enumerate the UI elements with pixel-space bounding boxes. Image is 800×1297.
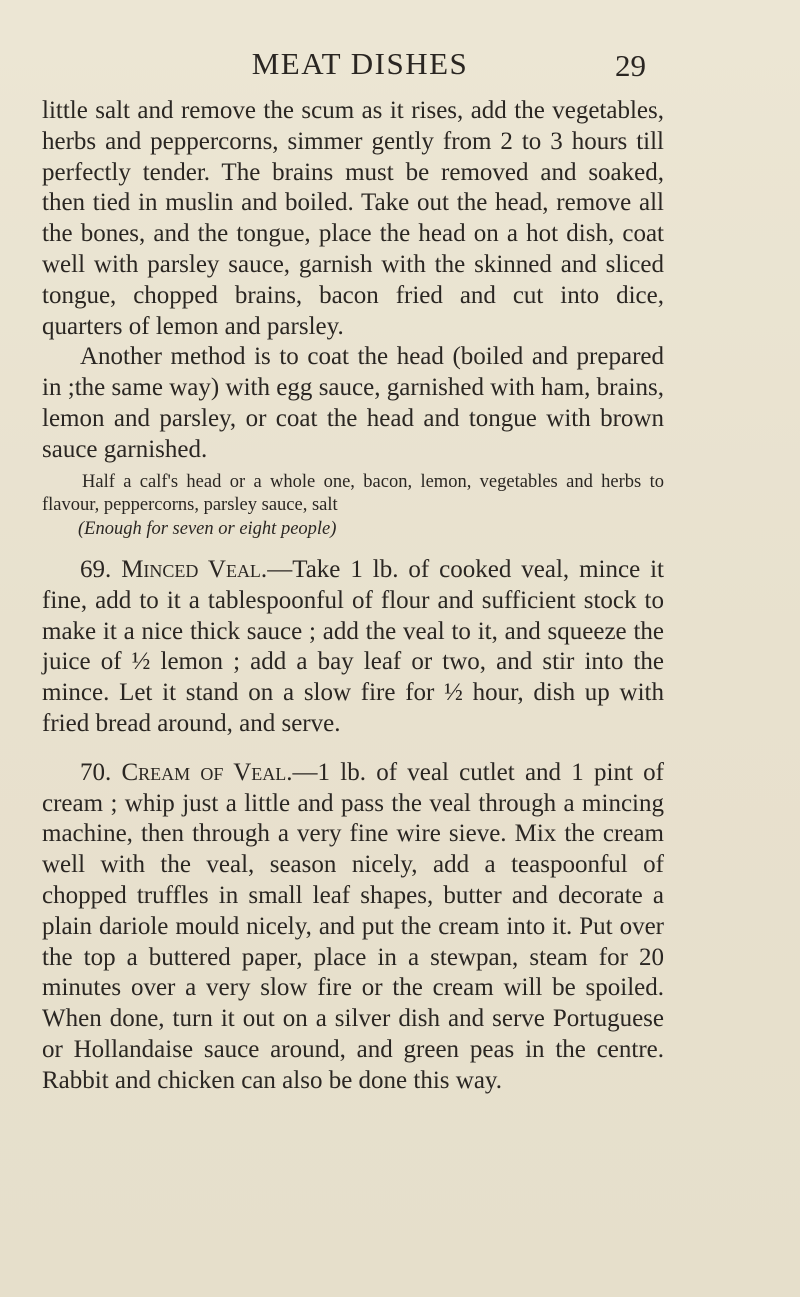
recipe-text: —1 lb. of veal cutlet and 1 pint of cream ; whip just a little and pass the veal through a mincing machine, then through a very fine wire sieve. Mix the cream well with the veal, season nicely, add a teaspoonful of chopped truffles in small leaf shapes, butter and decorate a plain dariole mould nicely, and put the cream into it. Put over the top a buttered paper, place in a stewpan, steam for 20 minutes over a very slow fire or the cream will be spoiled. When done, turn it out on a silver dish and serve Portuguese or Hollandaise sauce around, and green peas in the centre. Rabbit and chicken can also be done this way. (42, 758, 664, 1094)
running-head-title: MEAT DISHES (251, 46, 469, 81)
recipe-cream-of-veal (42, 758, 664, 1097)
page-number: 29 (615, 48, 646, 83)
continued-paragraph: little salt and remove the scum as it rises, add the vegetables, herbs and peppercorns, simmer gently from 2 to 3 hours till perfectly tender. The brains must be removed and soaked, then tied in muslin and boiled. Take out the head, remove all the bones, and the tongue, place the head on a hot dish, coat well with parsley sauce, garnish with the skinned and sliced tongue, chopped brains, bacon fried and cut into dice, quarters of lemon and parsley. (42, 97, 664, 340)
ingredients-list: Half a calf's head or a whole one, bacon, lemon, vegetables and herbs to flavour, peppercorns, parsley sauce, salt (42, 471, 664, 516)
recipe-number: 70. (80, 758, 112, 786)
recipe-title: Cream of Veal. (121, 758, 293, 786)
recipe-text: —Take 1 lb. of cooked veal, mince it fine, add to it a tablespoonful of flour and sufficient stock to make it a nice thick sauce ; add the veal to it, and squeeze the juice of ½ lemon ; add a bay leaf or two, and stir into the mince. Let it stand on a slow fire for ½ hour, dish up with fried bread around, and serve. (42, 556, 664, 738)
recipe-minced-veal (42, 555, 664, 740)
recipe-number: 69. (80, 556, 112, 584)
serving-note: (Enough for seven or eight people) (78, 518, 337, 539)
recipe-title: Minced Veal. (121, 556, 268, 584)
recipe-paragraph (42, 758, 664, 1097)
recipe-paragraph (42, 555, 664, 740)
running-head (0, 46, 800, 86)
alternative-method-paragraph: Another method is to coat the head (boiled and prepared in ;the same way) with egg sauce, garnished with ham, brains, lemon and parsley, or coat the head and tongue with brown sauce garnished. (42, 343, 664, 463)
page-text (42, 96, 664, 1097)
